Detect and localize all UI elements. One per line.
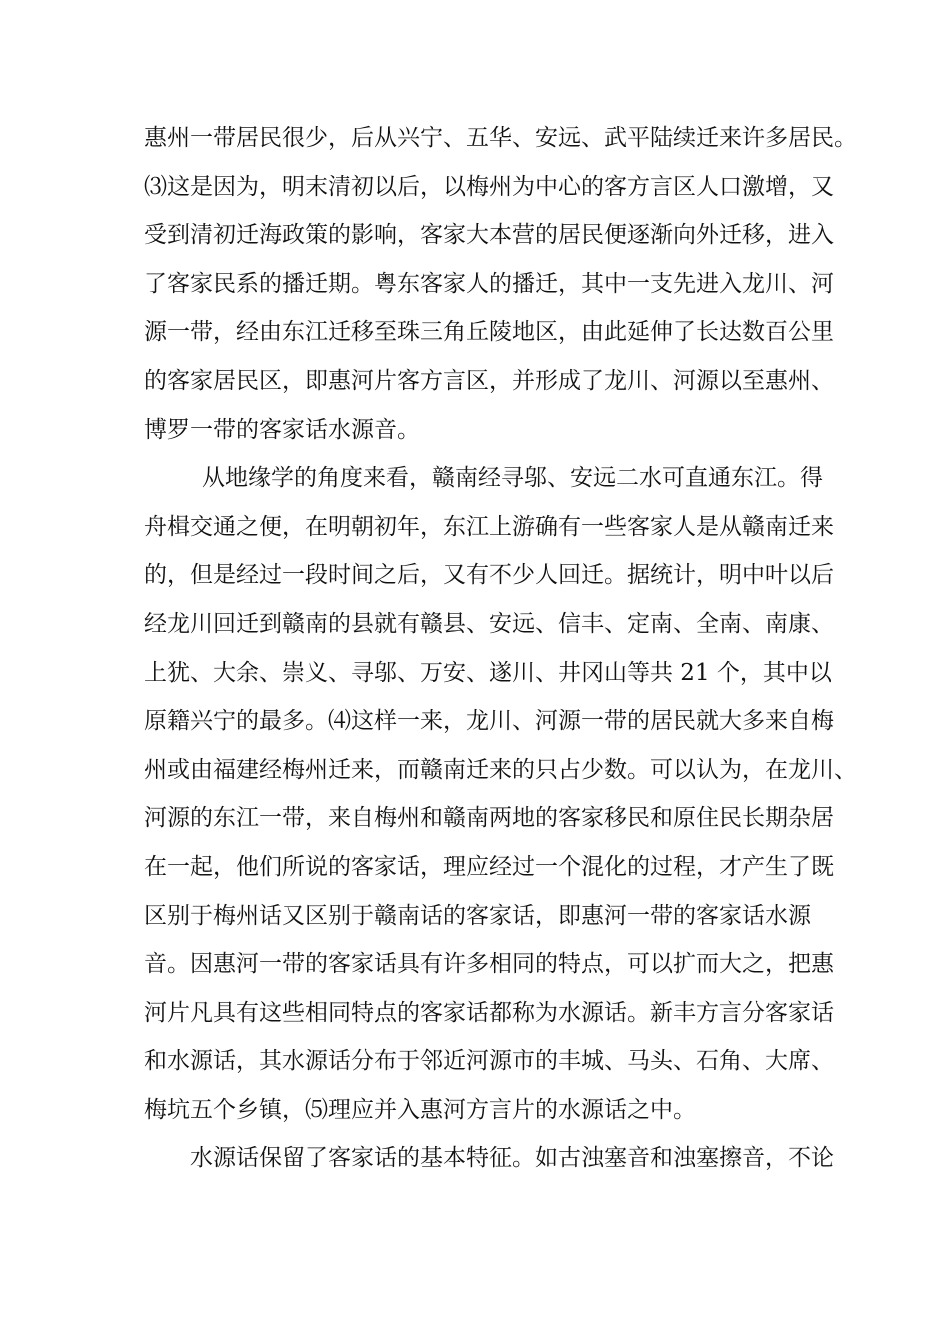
text-line: 经龙川回迁到赣南的县就有赣县、安远、信丰、定南、全南、南康、: [144, 610, 834, 637]
text-line: 区别于梅州话又区别于赣南话的客家话，即惠河一带的客家话水源: [144, 902, 811, 929]
text-line: 惠州一带居民很少，后从兴宁、五华、安远、武平陆续迁来许多居民。: [144, 125, 857, 151]
text-line: 州或由福建经梅州迁来，而赣南迁来的只占少数。可以认为，在龙川、: [144, 756, 857, 783]
body-text: [144, 114, 857, 1183]
text-line: ⑶这是因为，明末清初以后，以梅州为中心的客方言区人口激增，又: [144, 173, 834, 200]
text-line: 源一带，经由东江迁移至珠三角丘陵地区，由此延伸了长达数百公里: [144, 319, 834, 346]
text-line: 受到清初迁海政策的影响，客家大本营的居民便逐渐向外迁移，进入: [144, 222, 834, 249]
paragraph-start-line: 从地缘学的角度来看，赣南经寻邬、安远二水可直通东江。得: [202, 465, 823, 492]
text-line: 音。因惠河一带的客家话具有许多相同的特点，可以扩而大之，把惠: [144, 951, 834, 978]
text-line: 河片凡具有这些相同特点的客家话都称为水源话。新丰方言分客家话: [144, 999, 834, 1026]
text-line: 上犹、大余、崇义、寻邬、万安、遂川、井冈山等共 21 个，其中以: [144, 659, 832, 686]
text-line: 原籍兴宁的最多。⑷这样一来，龙川、河源一带的居民就大多来自梅: [144, 708, 834, 735]
text-line: 博罗一带的客家话水源音。: [144, 416, 420, 443]
text-line: 舟楫交通之便，在明朝初年，东江上游确有一些客家人是从赣南迁来: [144, 513, 834, 540]
text-line: 河源的东江一带，来自梅州和赣南两地的客家移民和原住民长期杂居: [144, 805, 834, 832]
text-line: 在一起，他们所说的客家话，理应经过一个混化的过程，才产生了既: [144, 853, 834, 880]
text-line: 和水源话，其水源话分布于邻近河源市的丰城、马头、石角、大席、: [144, 1048, 834, 1075]
text-line: 的，但是经过一段时间之后，又有不少人回迁。据统计，明中叶以后: [144, 562, 834, 589]
text-line: 梅坑五个乡镇，⑸理应并入惠河方言片的水源话之中。: [144, 1096, 696, 1123]
paragraph-start-line: 水源话保留了客家话的基本特征。如古浊塞音和浊塞擦音，不论: [190, 1145, 834, 1172]
text-line: 的客家居民区，即惠河片客方言区，并形成了龙川、河源以至惠州、: [144, 367, 834, 394]
text-line: 了客家民系的播迁期。粤东客家人的播迁，其中一支先进入龙川、河: [144, 270, 834, 297]
